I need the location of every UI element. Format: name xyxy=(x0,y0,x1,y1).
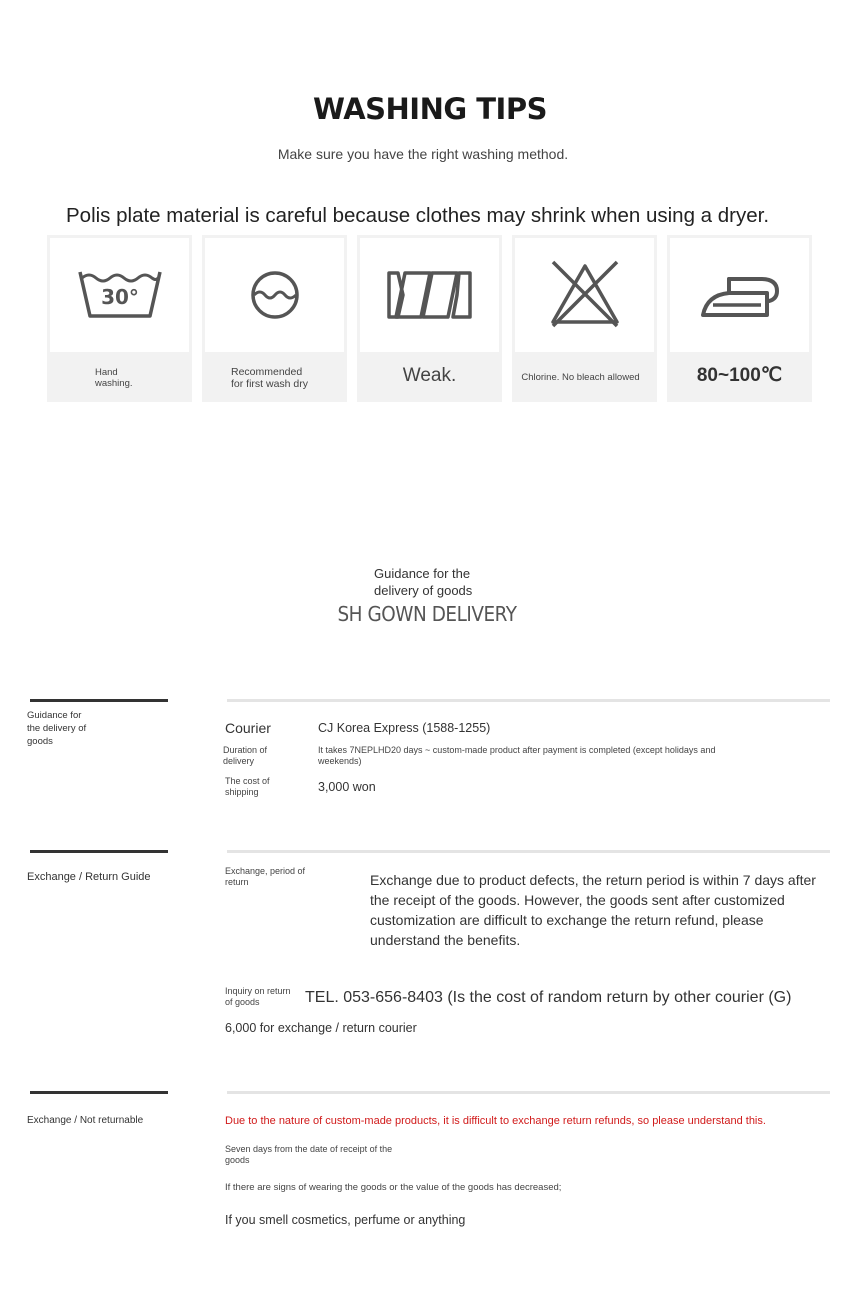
shipping-cost-key: The cost of shipping xyxy=(225,776,270,797)
caption-first-wash-dry: Recommended for first wash dry xyxy=(231,366,309,390)
caption-hand-wash: Hand washing. xyxy=(95,367,133,389)
section-rule-light xyxy=(227,1091,830,1094)
exchange-section-label: Exchange / Return Guide xyxy=(27,871,151,883)
washing-tips-subtitle: Make sure you have the right washing method. xyxy=(277,146,569,162)
wring-weak-icon xyxy=(360,238,499,352)
iron-icon xyxy=(670,238,809,352)
caption-no-bleach: Chlorine. No bleach allowed xyxy=(521,372,640,383)
not-returnable-item-3: If you smell cosmetics, perfume or anything xyxy=(225,1213,466,1227)
not-returnable-section-label: Exchange / Not returnable xyxy=(27,1115,144,1126)
care-card-hand-wash xyxy=(47,235,192,402)
inquiry-value: TEL. 053-656-8403 (Is the cost of random return by other courier (G) xyxy=(305,989,792,1006)
courier-value: CJ Korea Express (1588-1255) xyxy=(318,721,491,735)
duration-value: It takes 7NEPLHD20 days ~ custom-made product after payment is completed (except holidays and weekends) xyxy=(318,745,716,766)
delivery-title: SH GOWN DELIVERY xyxy=(337,602,517,626)
temperature-30-label: 30° xyxy=(100,285,139,309)
section-rule-light xyxy=(227,850,830,853)
care-card-no-bleach xyxy=(512,235,657,402)
shipping-cost-value: 3,000 won xyxy=(318,780,376,794)
section-rule-dark xyxy=(30,1091,168,1094)
dry-clean-circle-icon xyxy=(205,238,344,352)
caption-iron-temp: 80~100℃ xyxy=(696,365,783,386)
care-card-iron xyxy=(667,235,812,402)
section-rule-light xyxy=(227,699,830,702)
washing-tips-title: WASHING TIPS xyxy=(313,92,547,126)
caption-weak: Weak. xyxy=(402,365,457,386)
inquiry-key: Inquiry on return of goods xyxy=(225,986,291,1007)
care-card-dry-clean xyxy=(202,235,347,402)
not-returnable-item-2: If there are signs of wearing the goods or the value of the goods has decreased; xyxy=(225,1182,562,1193)
no-bleach-icon xyxy=(515,238,654,352)
delivery-guidance-label: Guidance for the delivery of goods xyxy=(374,566,473,598)
duration-key: Duration of delivery xyxy=(223,745,268,766)
care-card-wring xyxy=(357,235,502,402)
custom-made-warning: Due to the nature of custom-made products, it is difficult to exchange return refunds, so please understand this. xyxy=(225,1115,766,1127)
courier-key: Courier xyxy=(225,720,271,736)
section-rule-dark xyxy=(30,699,168,702)
exchange-period-key: Exchange, period of return xyxy=(225,866,306,887)
not-returnable-item-1: Seven days from the date of receipt of the goods xyxy=(225,1144,393,1165)
hand-wash-30-icon xyxy=(50,238,189,352)
exchange-period-value: Exchange due to product defects, the return period is within 7 days after the receipt of the goods. However, the goods sent after customized customization are difficult to exchange the return refund, please understand the benefits. xyxy=(370,872,816,948)
delivery-section-label: Guidance for the delivery of goods xyxy=(27,710,87,747)
section-rule-dark xyxy=(30,850,168,853)
dryer-notice: Polis plate material is careful because clothes may shrink when using a dryer. xyxy=(66,204,770,227)
exchange-courier-fee: 6,000 for exchange / return courier xyxy=(225,1021,417,1035)
